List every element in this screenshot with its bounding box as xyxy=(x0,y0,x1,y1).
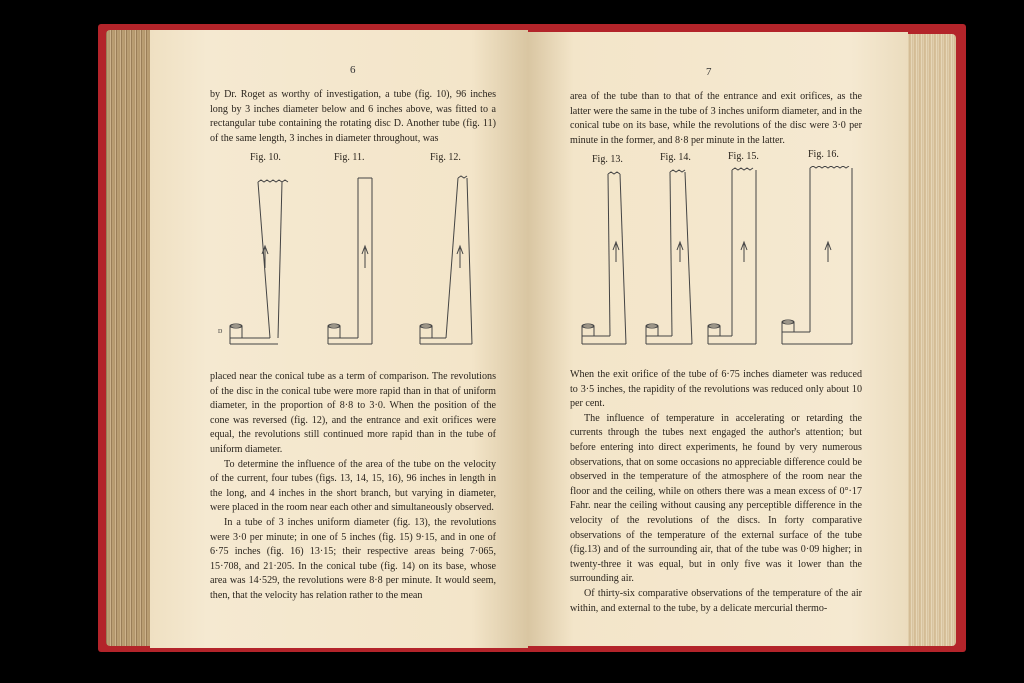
right-paragraph: When the exit orifice of the tube of 6·75 inches diameter was reduced to 3·5 inches, the rapidity of the revolutions was reduced only about 10 per cent. xyxy=(570,369,862,410)
fig-10-label: Fig. 10. xyxy=(250,152,281,163)
left-figures xyxy=(210,168,500,358)
left-paragraph: To determine the influence of the area of the tube on the velocity of the current, four tubes (figs. 13, 14, 15, 16), 96 inches in length in the long, and 4 inches in the short branch, but varying in diameter, were placed in the room near each other and simultaneously observed. xyxy=(210,458,496,514)
fig-16-tube xyxy=(782,166,852,344)
left-top-paragraph xyxy=(210,88,496,146)
left-paragraph: placed near the conical tube as a term of comparison. The revolutions of the disc in the conical tube were more rapid than in that of uniform diameter, in the proportion of 8·8 to 3·0. When the position of the cone was reversed (fig. 12), and the entrance and exit orifices were equal, the revolutions still continued more rapid than in the tube of uniform diameter. xyxy=(210,371,496,455)
page-number-right: 7 xyxy=(706,66,712,78)
fig-10-disc-label: D xyxy=(218,329,223,335)
right-paragraph: The influence of temperature in accelerating or retarding the currents through the tubes next engaged the author's attention; but before entering into direct experiments, he found by very numerous observations, that on some occasions no appreciable difference could be observed in the temperature of the atmosphere of the room near the floor and the ceiling, while on others there was a mean excess of 0°·17 Fahr. near the ceiling without causing any perceptible difference in the velocity of the revolutions of the discs. In forty comparative observations of the temperature of the external surface of the tube (fig.13) and of the surrounding air, that of the tube was 0·09 higher; in twenty-three it was equal, but in only five was it lower than the surrounding air. xyxy=(570,412,862,585)
right-paragraph: Of thirty-six comparative observations of the temperature of the air within, and external to the tube, by a delicate mercurial thermo- xyxy=(570,587,862,614)
right-figures xyxy=(572,166,872,356)
right-page xyxy=(528,32,908,646)
fig-11-label: Fig. 11. xyxy=(334,152,365,163)
fig-12-label: Fig. 12. xyxy=(430,152,461,163)
right-top-paragraph xyxy=(570,90,862,148)
left-body-text xyxy=(210,370,496,604)
fig-14-tube xyxy=(646,170,692,344)
right-body-text xyxy=(570,368,862,616)
fig-12-tube xyxy=(420,176,472,344)
fig-13-tube xyxy=(582,172,626,344)
left-page xyxy=(150,30,528,648)
right-top-text: area of the tube than to that of the entrance and exit orifices, as the latter were the same in the tube of 3 inches uniform diameter, and in the conical tube on its base, while the revolutions of the disc were 3·0 per minute in the former, and 8·8 per minute in the latter. xyxy=(570,91,862,146)
fig-10-tube xyxy=(230,180,288,344)
left-paragraph: In a tube of 3 inches uniform diameter (fig. 13), the revolutions were 3·0 per minute; in one of 5 inches (fig. 15) 9·15, and in one of 6·75 inches (fig. 16) 13·15; their respective areas being 7·065, 15·708, and 21·205. In the conical tube (fig. 14) on its base, whose area was 14·529, the revolutions were 8·8 per minute. It would seem, then, that the velocity has relation rather to the mean xyxy=(210,516,496,601)
fig-14-label: Fig. 14. xyxy=(660,152,691,163)
left-top-text: by Dr. Roget as worthy of investigation, a tube (fig. 10), 96 inches long by 3 inches diameter below and 6 inches above, was fitted to a rectangular tube containing the rotating disc D. Another tube (fig. 11) of the same length, 3 inches in diameter throughout, was xyxy=(210,89,496,144)
fig-16-label: Fig. 16. xyxy=(808,149,839,160)
fig-13-label: Fig. 13. xyxy=(592,154,623,165)
fig-15-label: Fig. 15. xyxy=(728,151,759,162)
fig-11-tube xyxy=(328,178,372,344)
fig-15-tube xyxy=(708,168,756,344)
page-number-left: 6 xyxy=(350,64,356,76)
